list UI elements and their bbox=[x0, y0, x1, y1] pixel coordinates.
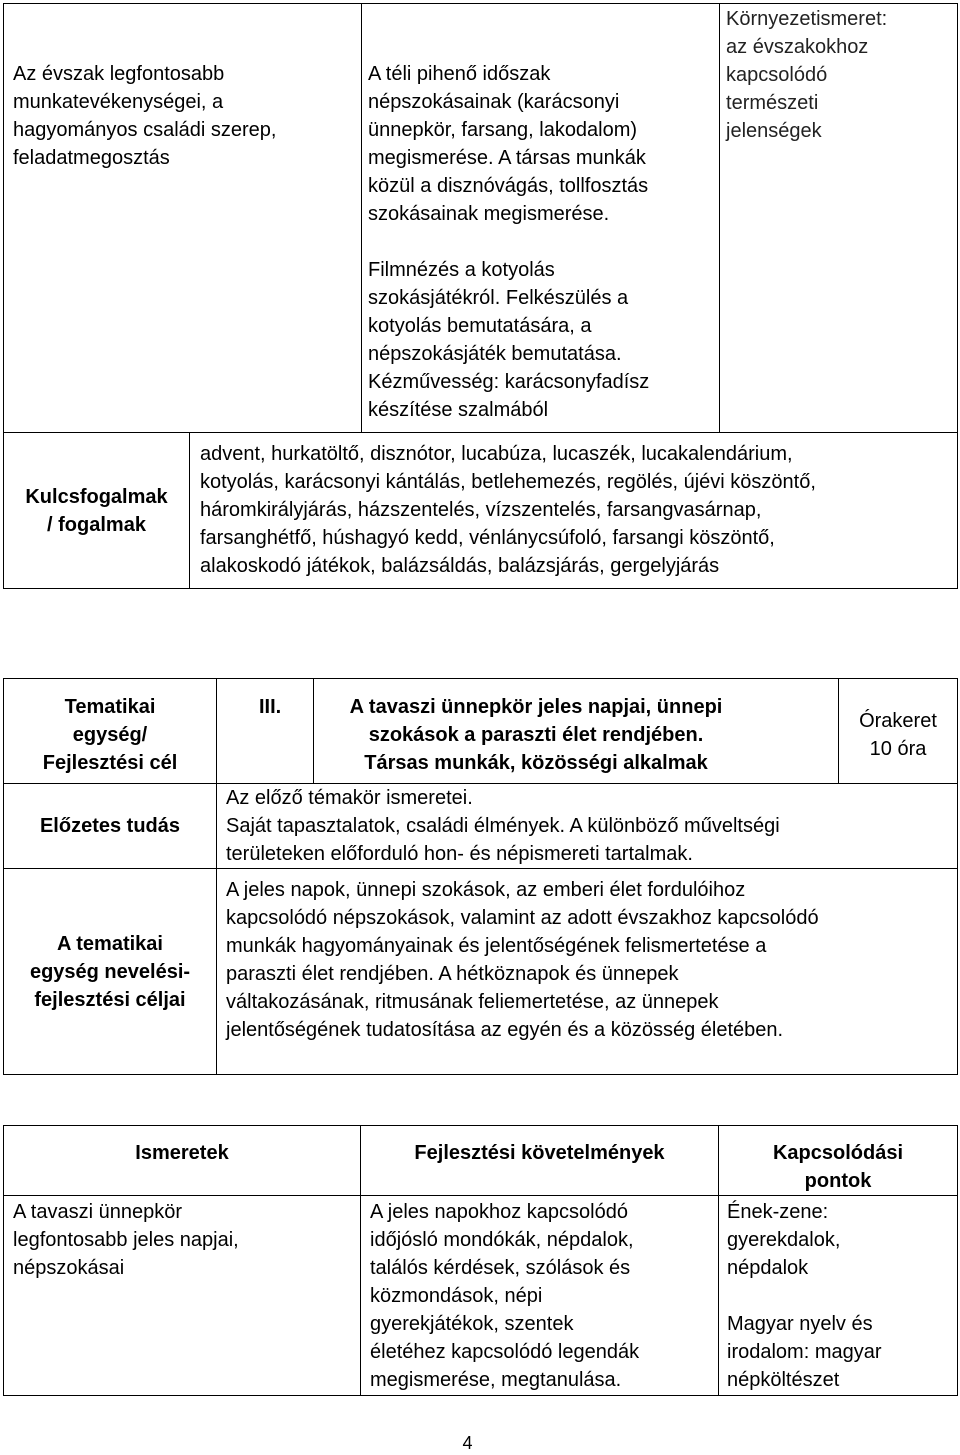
requirements-text: A jeles napokhoz kapcsolódó időjósló mondókák, népdalok, találós kérdések, szólások és közmondások, népi gyerekjátékok, szentek életéhez kapcsolódó legendák megismerése, megtanulása. bbox=[370, 1201, 640, 1391]
keywords-label: Kulcsfogalmak / fogalmak bbox=[25, 485, 168, 536]
links-cell bbox=[719, 1196, 958, 1396]
prior-knowledge-cell bbox=[217, 784, 958, 869]
goals-label-cell bbox=[4, 869, 217, 1075]
thematic-unit-table bbox=[3, 678, 958, 1075]
hours-value: 10 óra bbox=[869, 738, 927, 760]
links-text-2: Magyar nyelv és irodalom: magyar népköltészet bbox=[727, 1313, 882, 1391]
hours-cell bbox=[839, 679, 958, 784]
activities-text: Az évszak legfontosabb munkatevékenységei, a hagyományos családi szerep, feladatmegosztás bbox=[13, 63, 277, 169]
links-text-1: Ének-zene: gyerekdalok, népdalok bbox=[727, 1201, 841, 1279]
prior-knowledge-label: Előzetes tudás bbox=[39, 815, 181, 837]
prior-knowledge-text: Az előző témakör ismeretei. Saját tapasztalatok, családi élmények. A különböző műveltségi területeken előforduló hon- és népismereti tartalmak. bbox=[226, 787, 780, 865]
activities-cell bbox=[4, 4, 362, 433]
connections-text: Környezetismeret: az évszakokhoz kapcsolódó természeti jelenségek bbox=[726, 8, 888, 142]
keywords-label-cell bbox=[4, 433, 190, 589]
unit-number: III. bbox=[259, 696, 282, 718]
header-requirements-cell bbox=[361, 1126, 719, 1196]
hours-label: Órakeret bbox=[859, 710, 937, 732]
keywords-text: advent, hurkatöltő, disznótor, lucabúza, lucaszék, lucakalendárium, kotyolás, karácsonyi kántálás, betlehemezés, regölés, újévi köszöntő, háromkirályjárás, házszentelés, vízszentelés, farsangvasárnap, farsanghétfő, húshagyó kedd, vénlánycsúfoló, farsangi köszöntő, alakoskodó játékok, balázsáldás, balázsjárás, gergelyjárás bbox=[200, 443, 816, 577]
unit-label-cell bbox=[4, 679, 217, 784]
keywords-cell bbox=[190, 433, 958, 589]
goals-cell bbox=[217, 869, 958, 1075]
knowledge-text: A tavaszi ünnepkör legfontosabb jeles napjai, népszokásai bbox=[13, 1201, 239, 1279]
page-number: 4 bbox=[462, 1433, 473, 1453]
prior-knowledge-label-cell bbox=[4, 784, 217, 869]
header-knowledge-cell bbox=[4, 1126, 361, 1196]
content-text-2: Filmnézés a kotyolás szokásjátékról. Felkészülés a kotyolás bemutatására, a népszokásjáték bemutatása. Kézművesség: karácsonyfadísz készítése szalmából bbox=[368, 259, 650, 421]
goals-text: A jeles napok, ünnepi szokások, az emberi élet fordulóihoz kapcsolódó népszokások, valamint az adott évszakhoz kapcsolódó munkák hagyományainak és jelentőségének felismertetése a paraszti élet rendjében. A hétköznapok és ünnepek váltakozásának, ritmusának feliemertetése, az ünnepek jelentőségének tudatosítása az egyén és a közösség életében. bbox=[226, 879, 819, 1041]
header-knowledge: Ismeretek bbox=[135, 1142, 229, 1164]
header-requirements: Fejlesztési követelmények bbox=[414, 1142, 665, 1164]
requirements-cell bbox=[361, 1196, 719, 1396]
header-links-cell bbox=[719, 1126, 958, 1196]
knowledge-requirements-table bbox=[3, 1125, 958, 1396]
goals-label: A tematikai egység nevelési- fejlesztési céljai bbox=[29, 932, 191, 1011]
content-text-1: A téli pihenő időszak népszokásainak (karácsonyi ünnepkör, farsang, lakodalom) megismerése. A társas munkák közül a disznóvágás, tollfosztás szokásainak megismerése. bbox=[368, 63, 649, 225]
curriculum-table-continued bbox=[3, 3, 958, 589]
connections-cell bbox=[720, 4, 958, 433]
unit-label: Tematikai egység/ Fejlesztési cél bbox=[42, 696, 178, 774]
knowledge-cell bbox=[4, 1196, 361, 1396]
unit-title-cell bbox=[314, 679, 839, 784]
content-cell bbox=[362, 4, 720, 433]
header-links: Kapcsolódási pontok bbox=[772, 1142, 904, 1192]
unit-title: A tavaszi ünnepkör jeles napjai, ünnepi szokások a paraszti élet rendjében. Társas munkák, közösségi alkalmak bbox=[349, 696, 723, 774]
